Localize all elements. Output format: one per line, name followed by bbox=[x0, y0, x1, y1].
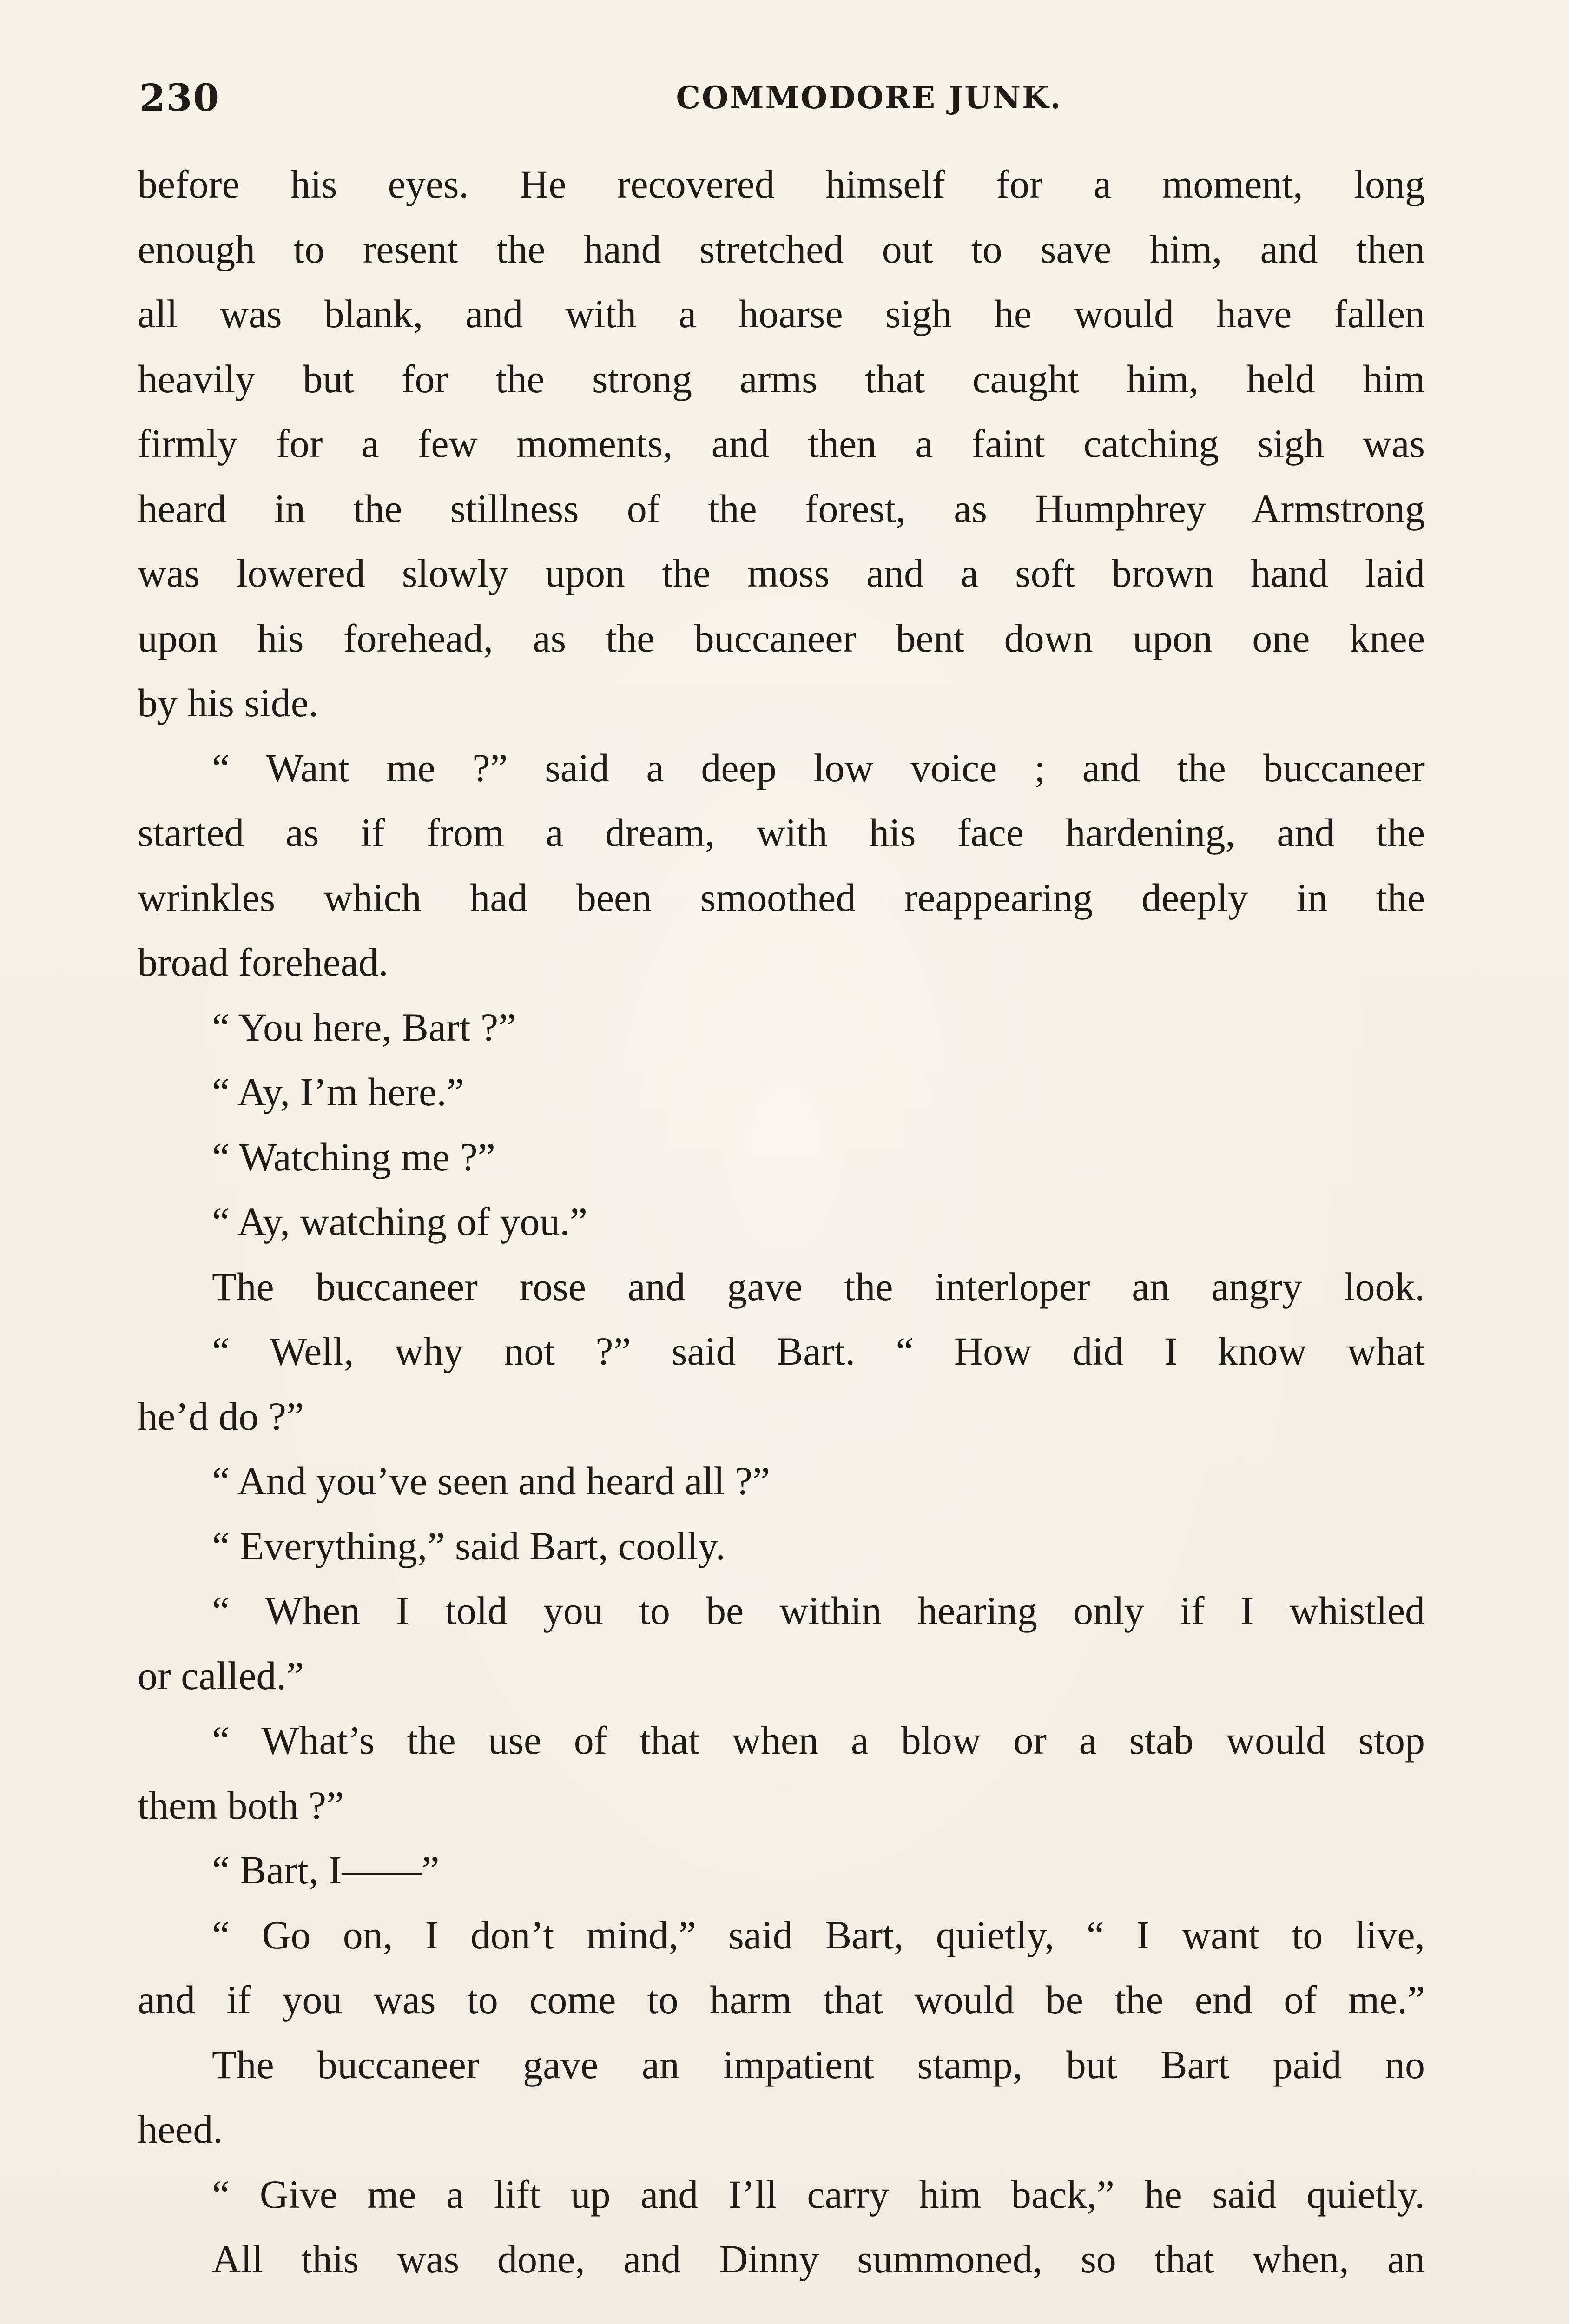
text-line: “ Give me a lift up and I’ll carry him back,” he said quietly. bbox=[212, 2172, 1425, 2217]
page-header bbox=[139, 70, 1427, 125]
running-head: COMMODORE JUNK. bbox=[676, 79, 1062, 116]
text-line: broad forehead. bbox=[138, 940, 389, 984]
text-line: firmly for a few moments, and then a faint catching sigh was bbox=[138, 421, 1425, 466]
text-line: “ Well, why not ?” said Bart. “ How did I know what bbox=[212, 1329, 1425, 1373]
text-line: heard in the stillness of the forest, as Humphrey Armstrong bbox=[138, 486, 1425, 531]
text-line: “ When I told you to be within hearing only if I whistled bbox=[212, 1588, 1425, 1633]
text-line: them both ?” bbox=[138, 1783, 344, 1828]
text-line: “ Go on, I don’t mind,” said Bart, quietly, “ I want to live, bbox=[212, 1912, 1425, 1957]
text-line: wrinkles which had been smoothed reappearing deeply in the bbox=[138, 875, 1425, 920]
text-line: enough to resent the hand stretched out to save him, and then bbox=[138, 226, 1425, 271]
text-line: heavily but for the strong arms that caught him, held him bbox=[138, 356, 1425, 401]
text-line: or called.” bbox=[138, 1653, 304, 1698]
text-line: heed. bbox=[138, 2107, 223, 2152]
text-line: “ What’s the use of that when a blow or a stab would stop bbox=[212, 1718, 1425, 1763]
page-number: 230 bbox=[139, 76, 220, 119]
body-text bbox=[138, 152, 1425, 2292]
text-line: The buccaneer rose and gave the interloper an angry look. bbox=[212, 1264, 1425, 1309]
text-line: “ Watching me ?” bbox=[212, 1134, 495, 1179]
text-line: “ Ay, watching of you.” bbox=[212, 1199, 588, 1244]
text-line: The buccaneer gave an impatient stamp, but Bart paid no bbox=[212, 2042, 1425, 2087]
text-line: “ Want me ?” said a deep low voice ; and the buccaneer bbox=[212, 745, 1425, 790]
text-line: he’d do ?” bbox=[138, 1393, 304, 1439]
text-line: before his eyes. He recovered himself for a moment, long bbox=[138, 162, 1425, 206]
text-line: started as if from a dream, with his face hardening, and the bbox=[138, 810, 1425, 855]
text-line: by his side. bbox=[138, 680, 319, 725]
text-line: “ You here, Bart ?” bbox=[212, 1004, 516, 1050]
text-line: “ Ay, I’m here.” bbox=[212, 1070, 464, 1114]
text-line: all was blank, and with a hoarse sigh he would have fallen bbox=[138, 291, 1425, 336]
text-line: and if you was to come to harm that would be the end of me.” bbox=[138, 1977, 1425, 2022]
text-line: upon his forehead, as the buccaneer bent down upon one knee bbox=[138, 615, 1425, 660]
text-line: “ Bart, I——” bbox=[212, 1848, 440, 1892]
text-line: “ Everything,” said Bart, coolly. bbox=[212, 1523, 725, 1568]
text-line: “ And you’ve seen and heard all ?” bbox=[212, 1459, 771, 1503]
text-line: was lowered slowly upon the moss and a soft brown hand laid bbox=[138, 551, 1425, 595]
text-line: All this was done, and Dinny summoned, so that when, an bbox=[212, 2237, 1425, 2281]
